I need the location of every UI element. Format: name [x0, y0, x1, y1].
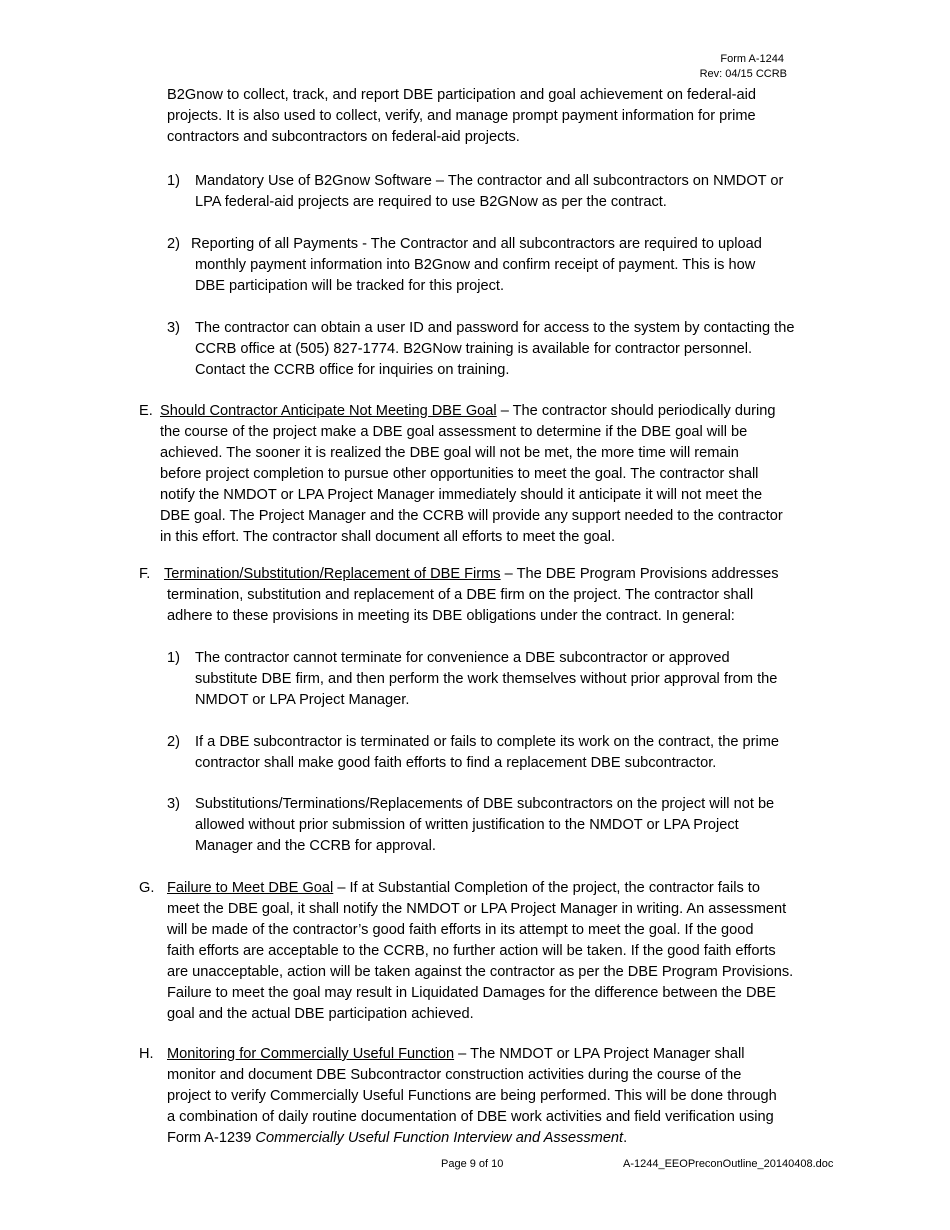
section-marker: H. — [139, 1046, 154, 1062]
section-text: – The DBE Program Provisions addresses — [500, 566, 779, 582]
section-line: faith efforts are acceptable to the CCRB, no further action will be taken. If the good faith efforts — [167, 943, 776, 959]
section-text: – The NMDOT or LPA Project Manager shall — [454, 1046, 745, 1062]
section-line: in this effort. The contractor shall document all efforts to meet the goal. — [160, 529, 616, 545]
section-line: the course of the project make a DBE goal assessment to determine if the DBE goal will be — [160, 424, 748, 440]
section-text: – If at Substantial Completion of the project, the contractor fails to — [333, 880, 760, 896]
list-item-line: CCRB office at (505) 827-1774. B2GNow training is available for contractor personnel. — [195, 341, 753, 357]
section-line: are unacceptable, action will be taken against the contractor as per the DBE Program Provisions. — [167, 964, 794, 980]
page-number: Page 9 of 10 — [441, 1158, 504, 1170]
list-marker: 2) — [167, 734, 180, 750]
list-item-line: substitute DBE firm, and then perform the work themselves without prior approval from the — [195, 671, 778, 687]
list-item-line: allowed without prior submission of written justification to the NMDOT or LPA Project — [195, 817, 739, 833]
section-line: project to verify Commercially Useful Functions are being performed. This will be done through — [167, 1088, 777, 1104]
section-line: a combination of daily routine documentation of DBE work activities and field verification using — [167, 1109, 774, 1125]
form-title-italic: Commercially Useful Function Interview and Assessment — [255, 1130, 624, 1146]
section-e-first-line — [160, 401, 775, 422]
section-h-last-line — [167, 1128, 627, 1149]
section-f-first-line — [164, 564, 779, 585]
section-g-first-line — [167, 878, 760, 899]
section-line: meet the DBE goal, it shall notify the NMDOT or LPA Project Manager in writing. An assessment — [167, 901, 787, 917]
list-marker: 1) — [167, 173, 180, 189]
section-heading: Failure to Meet DBE Goal — [167, 880, 334, 896]
section-line: before project completion to pursue other opportunities to meet the goal. The contractor shall — [160, 466, 759, 482]
list-marker: 3) — [167, 320, 180, 336]
list-item-line: Mandatory Use of B2Gnow Software – The contractor and all subcontractors on NMDOT or — [195, 173, 784, 189]
list-marker: 3) — [167, 796, 180, 812]
section-line: monitor and document DBE Subcontractor construction activities during the course of the — [167, 1067, 742, 1083]
section-line: notify the NMDOT or LPA Project Manager immediately should it anticipate it will not meet the — [160, 487, 763, 503]
section-heading: Should Contractor Anticipate Not Meeting DBE Goal — [160, 403, 497, 419]
list-item-line: The contractor can obtain a user ID and password for access to the system by contacting the — [195, 320, 795, 336]
section-line: adhere to these provisions in meeting its DBE obligations under the contract. In general: — [167, 608, 735, 624]
section-marker: F. — [139, 566, 151, 582]
list-marker: 1) — [167, 650, 180, 666]
list-item-line: The contractor cannot terminate for convenience a DBE subcontractor or approved — [195, 650, 730, 666]
list-item-line: If a DBE subcontractor is terminated or fails to complete its work on the contract, the prime — [195, 734, 779, 750]
section-text: – The contractor should periodically during — [496, 403, 776, 419]
form-number: Form A-1244 — [720, 53, 784, 65]
list-item-line: Reporting of all Payments - The Contractor and all subcontractors are required to upload — [191, 236, 762, 252]
section-marker: G. — [139, 880, 155, 896]
section-line: achieved. The sooner it is realized the DBE goal will not be met, the more time will remain — [160, 445, 739, 461]
section-marker: E. — [139, 403, 153, 419]
section-line: termination, substitution and replacement of a DBE firm on the project. The contractor shall — [167, 587, 754, 603]
section-text: . — [623, 1130, 628, 1146]
section-line: DBE goal. The Project Manager and the CCRB will provide any support needed to the contractor — [160, 508, 783, 524]
list-item-line: Contact the CCRB office for inquiries on training. — [195, 362, 510, 378]
section-heading: Monitoring for Commercially Useful Function — [167, 1046, 455, 1062]
revision-label: Rev: 04/15 CCRB — [699, 68, 787, 80]
list-marker: 2) — [167, 236, 180, 252]
section-text: Form A-1239 — [167, 1130, 256, 1146]
intro-line: B2Gnow to collect, track, and report DBE participation and goal achievement on federal-aid — [167, 87, 756, 103]
intro-line: projects. It is also used to collect, verify, and manage prompt payment information for prime — [167, 108, 756, 124]
list-item-line: monthly payment information into B2Gnow and confirm receipt of payment. This is how — [195, 257, 756, 273]
section-heading: Termination/Substitution/Replacement of DBE Firms — [164, 566, 501, 582]
section-line: goal and the actual DBE participation achieved. — [167, 1006, 474, 1022]
list-item-line: Manager and the CCRB for approval. — [195, 838, 436, 854]
file-name: A-1244_EEOPreconOutline_20140408.doc — [623, 1158, 834, 1170]
list-item-line: Substitutions/Terminations/Replacements of DBE subcontractors on the project will not be — [195, 796, 775, 812]
section-line: Failure to meet the goal may result in Liquidated Damages for the difference between the DBE — [167, 985, 776, 1001]
section-line: will be made of the contractor’s good faith efforts in its attempt to meet the goal. If the good — [167, 922, 754, 938]
list-item-line: NMDOT or LPA Project Manager. — [195, 692, 410, 708]
intro-line: contractors and subcontractors on federal-aid projects. — [167, 129, 520, 145]
list-item-line: LPA federal-aid projects are required to use B2GNow as per the contract. — [195, 194, 667, 210]
section-h-first-line — [167, 1044, 745, 1065]
list-item-line: DBE participation will be tracked for this project. — [195, 278, 505, 294]
list-item-line: contractor shall make good faith efforts to find a replacement DBE subcontractor. — [195, 755, 717, 771]
